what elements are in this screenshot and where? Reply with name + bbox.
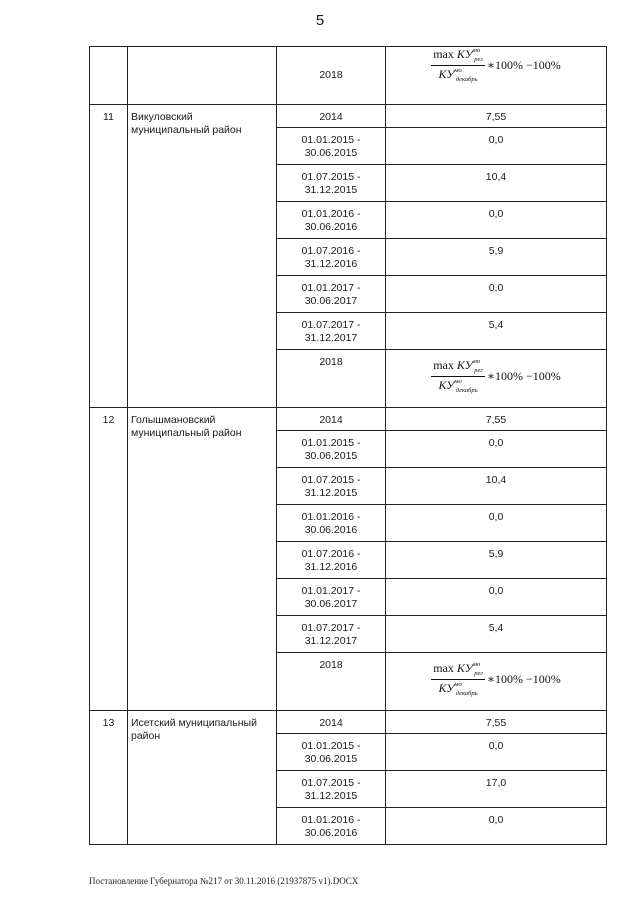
period-cell: 01.07.2015 - 31.12.2015 [277,468,386,505]
value-cell: 0,0 [386,579,607,616]
name-cell [128,47,277,105]
value-cell: 0,0 [386,734,607,771]
period-cell: 2018 [277,350,386,408]
formula-tail: ∗100% −100% [486,672,561,687]
page-number: 5 [315,12,325,29]
value-cell: 0,0 [386,202,607,239]
growth-formula [431,47,561,84]
period-cell: 01.01.2016 - 30.06.2016 [277,808,386,845]
period-cell: 01.07.2017 - 31.12.2017 [277,616,386,653]
period-cell: 2014 [277,408,386,431]
formula-cell [386,350,607,408]
number-cell: 13 [90,711,128,845]
formula-denominator: $КУ^{мо}_{декабрь}$ [438,67,478,84]
value-cell: 5,4 [386,616,607,653]
number-cell: 12 [90,408,128,711]
period-cell: 01.07.2015 - 31.12.2015 [277,165,386,202]
tariff-table [89,46,607,845]
formula-denominator: $КУ^{мо}_{декабрь}$ [438,378,478,395]
formula-numerator: $\max КУ^{мо}_{рег}$ [431,661,485,680]
formula-numerator: $\max КУ^{мо}_{рег}$ [431,358,485,377]
period-cell: 01.07.2016 - 31.12.2016 [277,239,386,276]
formula-tail: ∗100% −100% [486,58,561,73]
table-row [90,47,607,105]
period-cell: 01.01.2016 - 30.06.2016 [277,202,386,239]
growth-formula [431,661,561,698]
value-cell: 5,9 [386,239,607,276]
table-body [90,47,607,845]
growth-formula [431,358,561,395]
period-cell: 2018 [277,653,386,711]
number-cell: 11 [90,105,128,408]
number-cell [90,47,128,105]
value-cell: 0,0 [386,431,607,468]
district-name-cell: Исетский муниципальный район [128,711,277,845]
period-cell: 01.07.2017 - 31.12.2017 [277,313,386,350]
value-cell: 7,55 [386,408,607,431]
formula-fraction [431,661,485,698]
value-cell: 0,0 [386,808,607,845]
period-cell: 01.01.2015 - 30.06.2015 [277,128,386,165]
period-cell: 2014 [277,711,386,734]
value-cell: 10,4 [386,468,607,505]
table-row [90,105,607,128]
value-cell: 0,0 [386,276,607,313]
value-cell: 7,55 [386,711,607,734]
period-cell: 01.01.2017 - 30.06.2017 [277,579,386,616]
value-cell: 10,4 [386,165,607,202]
formula-cell [386,47,607,105]
period-cell: 2014 [277,105,386,128]
formula-fraction [431,358,485,395]
formula-cell [386,653,607,711]
period-cell: 2018 [277,47,386,105]
table-row [90,408,607,431]
value-cell: 5,9 [386,542,607,579]
document-footer: Постановление Губернатора №217 от 30.11.2016 (21937875 v1).DOCX [89,876,359,886]
value-cell: 7,55 [386,105,607,128]
table-row [90,711,607,734]
value-cell: 17,0 [386,771,607,808]
value-cell: 0,0 [386,505,607,542]
formula-fraction [431,47,485,84]
value-cell: 5,4 [386,313,607,350]
formula-tail: ∗100% −100% [486,369,561,384]
period-cell: 01.01.2016 - 30.06.2016 [277,505,386,542]
district-name-cell: Викуловский муниципальный район [128,105,277,408]
period-cell: 01.01.2015 - 30.06.2015 [277,431,386,468]
district-name-cell: Голышмановский муниципальный район [128,408,277,711]
period-cell: 01.07.2015 - 31.12.2015 [277,771,386,808]
period-cell: 01.07.2016 - 31.12.2016 [277,542,386,579]
period-cell: 01.01.2017 - 30.06.2017 [277,276,386,313]
period-cell: 01.01.2015 - 30.06.2015 [277,734,386,771]
formula-numerator: $\max КУ^{мо}_{рег}$ [431,47,485,66]
value-cell: 0,0 [386,128,607,165]
formula-denominator: $КУ^{мо}_{декабрь}$ [438,681,478,698]
